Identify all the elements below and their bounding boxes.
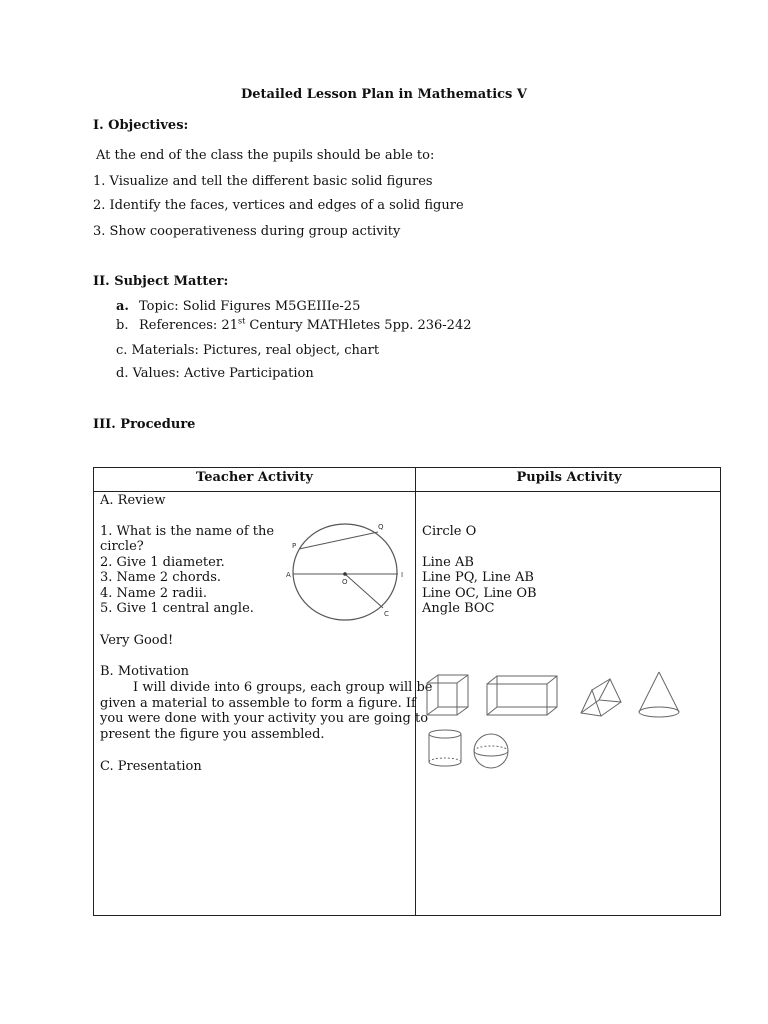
radius-oc bbox=[345, 574, 383, 608]
triangular-prism-figure bbox=[579, 678, 624, 718]
question-1-line-2: circle? bbox=[100, 539, 144, 554]
review-heading: A. Review bbox=[100, 493, 166, 508]
circle-diagram bbox=[286, 520, 411, 624]
motivation-line-4: present the figure you assembled. bbox=[100, 727, 325, 742]
rectangular-prism-figure bbox=[486, 675, 559, 717]
motivation-heading: B. Motivation bbox=[100, 664, 190, 679]
sphere-figure bbox=[472, 732, 510, 770]
answer-3: Line PQ, Line AB bbox=[422, 570, 534, 585]
question-2: 2. Give 1 diameter. bbox=[100, 555, 225, 570]
references-text: References: 21 bbox=[139, 318, 238, 333]
teacher-activity-header: Teacher Activity bbox=[196, 470, 313, 485]
objective-item-1: 1. Visualize and tell the different basic solid figures bbox=[93, 174, 433, 189]
references-text-rest: Century MATHletes 5pp. 236-242 bbox=[245, 318, 472, 333]
cone-figure bbox=[636, 671, 682, 719]
motivation-line-3: you were done with your activity you are going to bbox=[100, 711, 429, 726]
question-3: 3. Name 2 chords. bbox=[100, 570, 222, 585]
label-a: A bbox=[286, 571, 291, 579]
procedure-table bbox=[93, 467, 721, 916]
motivation-line-1: I will divide into 6 groups, each group will be bbox=[100, 680, 433, 695]
cylinder-figure bbox=[427, 728, 464, 770]
question-5: 5. Give 1 central angle. bbox=[100, 601, 254, 616]
circle-outline bbox=[293, 524, 397, 620]
subject-matter-heading: II. Subject Matter: bbox=[93, 274, 229, 289]
chord-pq bbox=[299, 532, 378, 549]
objectives-heading: I. Objectives: bbox=[93, 118, 189, 133]
references-superscript: st bbox=[237, 316, 246, 326]
answer-4: Line OC, Line OB bbox=[422, 586, 537, 601]
subject-item-b-marker: b. bbox=[116, 318, 129, 333]
subject-item-materials: c. Materials: Pictures, real object, chart bbox=[116, 343, 380, 358]
objective-item-3: 3. Show cooperativeness during group activity bbox=[93, 224, 401, 239]
subject-item-a-marker: a. bbox=[116, 299, 129, 314]
label-c: C bbox=[384, 610, 389, 618]
page-title: Detailed Lesson Plan in Mathematics V bbox=[241, 87, 527, 102]
question-1-line-1: 1. What is the name of the bbox=[100, 524, 275, 539]
objective-item-2: 2. Identify the faces, vertices and edges of a solid figure bbox=[93, 198, 464, 213]
answer-5: Angle BOC bbox=[422, 601, 495, 616]
presentation-heading: C. Presentation bbox=[100, 759, 202, 774]
center-point bbox=[343, 572, 347, 576]
praise-text: Very Good! bbox=[100, 633, 174, 648]
subject-item-references bbox=[139, 318, 472, 333]
table-header-divider bbox=[94, 491, 720, 492]
label-p: P bbox=[292, 542, 297, 550]
motivation-line-2: given a material to assemble to form a figure. If bbox=[100, 696, 416, 711]
subject-item-topic: Topic: Solid Figures M5GEIIIe-25 bbox=[139, 299, 361, 314]
procedure-heading: III. Procedure bbox=[93, 417, 196, 432]
subject-item-values: d. Values: Active Participation bbox=[116, 366, 314, 381]
pupils-activity-header: Pupils Activity bbox=[516, 470, 622, 485]
objectives-intro: At the end of the class the pupils should be able to: bbox=[96, 148, 435, 163]
label-b: I bbox=[401, 571, 404, 579]
answer-1: Circle O bbox=[422, 524, 477, 539]
label-o: O bbox=[342, 578, 348, 586]
question-4: 4. Name 2 radii. bbox=[100, 586, 207, 601]
cube-figure bbox=[426, 673, 471, 718]
answer-2: Line AB bbox=[422, 555, 474, 570]
label-q: Q bbox=[378, 523, 384, 531]
